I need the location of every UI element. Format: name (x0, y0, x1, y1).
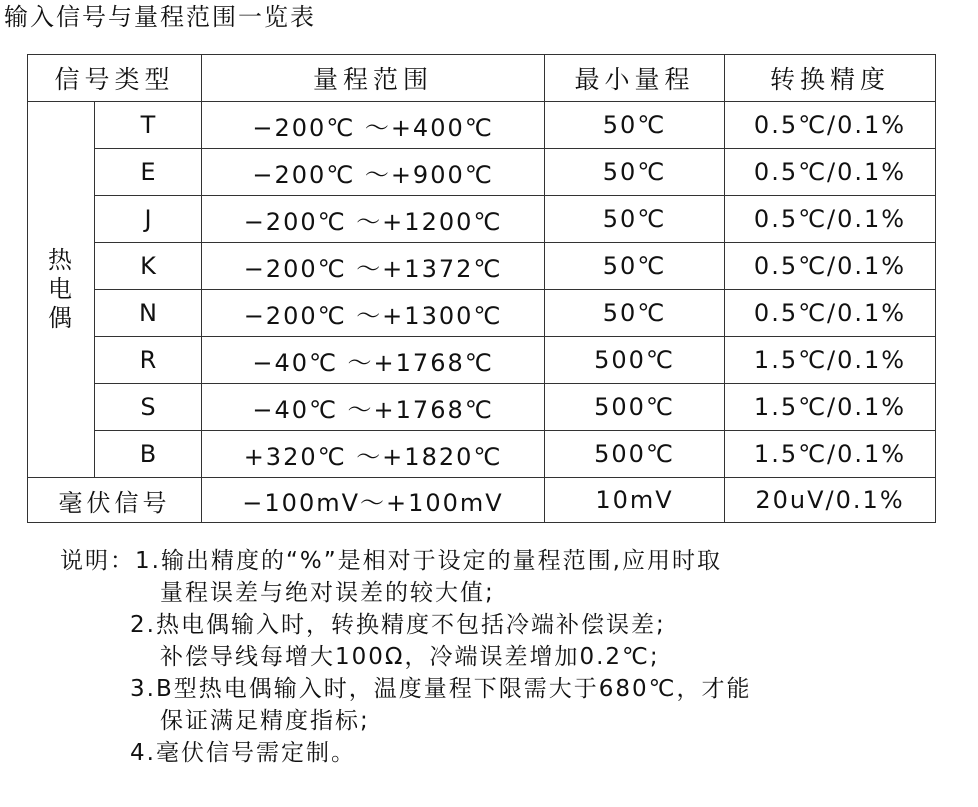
cell-range: −40℃ ～+1768℃ (202, 337, 545, 384)
cell-range: −40℃ ～+1768℃ (202, 384, 545, 431)
table-row (28, 431, 936, 478)
note-line: 2.热电偶输入时，转换精度不包括冷端补偿误差; (130, 612, 666, 638)
page-title: 输入信号与量程范围一览表 (4, 3, 316, 31)
note-line: 量程误差与绝对误差的较大值; (160, 580, 495, 606)
cell-accuracy: 1.5℃/0.1% (725, 337, 936, 384)
table-row (28, 102, 936, 149)
cell-millivolt-label: 毫伏信号 (28, 478, 202, 523)
cell-accuracy: 0.5℃/0.1% (725, 290, 936, 337)
notes-section (60, 545, 751, 769)
cell-type: S (95, 384, 202, 431)
note-line: 3.B型热电偶输入时，温度量程下限需大于680℃，才能 (130, 676, 752, 702)
header-accuracy: 转换精度 (725, 55, 936, 102)
cell-min-range: 50℃ (545, 102, 725, 149)
cell-range: −200℃ ～+900℃ (202, 149, 545, 196)
cell-min-range: 10mV (545, 478, 725, 523)
cell-range: +320℃ ～+1820℃ (202, 431, 545, 478)
table-row (28, 384, 936, 431)
cell-type: N (95, 290, 202, 337)
cell-accuracy: 1.5℃/0.1% (725, 431, 936, 478)
table-row (28, 337, 936, 384)
cell-min-range: 50℃ (545, 243, 725, 290)
cell-type: T (95, 102, 202, 149)
cell-min-range: 50℃ (545, 290, 725, 337)
cell-accuracy: 0.5℃/0.1% (725, 102, 936, 149)
cell-range: −200℃ ～+1300℃ (202, 290, 545, 337)
note-line: 说明：1.输出精度的“%”是相对于设定的量程范围,应用时取 (60, 548, 722, 574)
cell-accuracy: 0.5℃/0.1% (725, 243, 936, 290)
signal-range-table (27, 54, 936, 523)
table-row (28, 196, 936, 243)
header-signal-type: 信号类型 (28, 55, 202, 102)
cell-accuracy: 20uV/0.1% (725, 478, 936, 523)
cell-range: −200℃ ～+1372℃ (202, 243, 545, 290)
header-range: 量程范围 (202, 55, 545, 102)
note-line: 补偿导线每增大100Ω，冷端误差增加0.2℃; (160, 644, 660, 670)
cell-type: R (95, 337, 202, 384)
table-row (28, 149, 936, 196)
cell-min-range: 500℃ (545, 431, 725, 478)
cell-min-range: 50℃ (545, 149, 725, 196)
cell-accuracy: 0.5℃/0.1% (725, 149, 936, 196)
table-row-millivolt (28, 478, 936, 523)
table-header-row (28, 55, 936, 102)
header-min-range: 最小量程 (545, 55, 725, 102)
cell-type: K (95, 243, 202, 290)
cell-min-range: 500℃ (545, 337, 725, 384)
cell-range: −200℃ ～+1200℃ (202, 196, 545, 243)
table-row (28, 290, 936, 337)
cell-type: B (95, 431, 202, 478)
cell-accuracy: 1.5℃/0.1% (725, 384, 936, 431)
cell-min-range: 50℃ (545, 196, 725, 243)
cell-type: E (95, 149, 202, 196)
note-line: 保证满足精度指标; (160, 708, 370, 734)
thermocouple-group-label (28, 102, 95, 478)
thermocouple-char: 热 (48, 246, 74, 274)
cell-type: J (95, 196, 202, 243)
thermocouple-char: 偶 (48, 304, 74, 332)
cell-range: −100mV～+100mV (202, 478, 545, 523)
table-row (28, 243, 936, 290)
note-line: 4.毫伏信号需定制。 (130, 740, 356, 766)
cell-accuracy: 0.5℃/0.1% (725, 196, 936, 243)
cell-min-range: 500℃ (545, 384, 725, 431)
cell-range: −200℃ ～+400℃ (202, 102, 545, 149)
thermocouple-char: 电 (48, 275, 74, 303)
